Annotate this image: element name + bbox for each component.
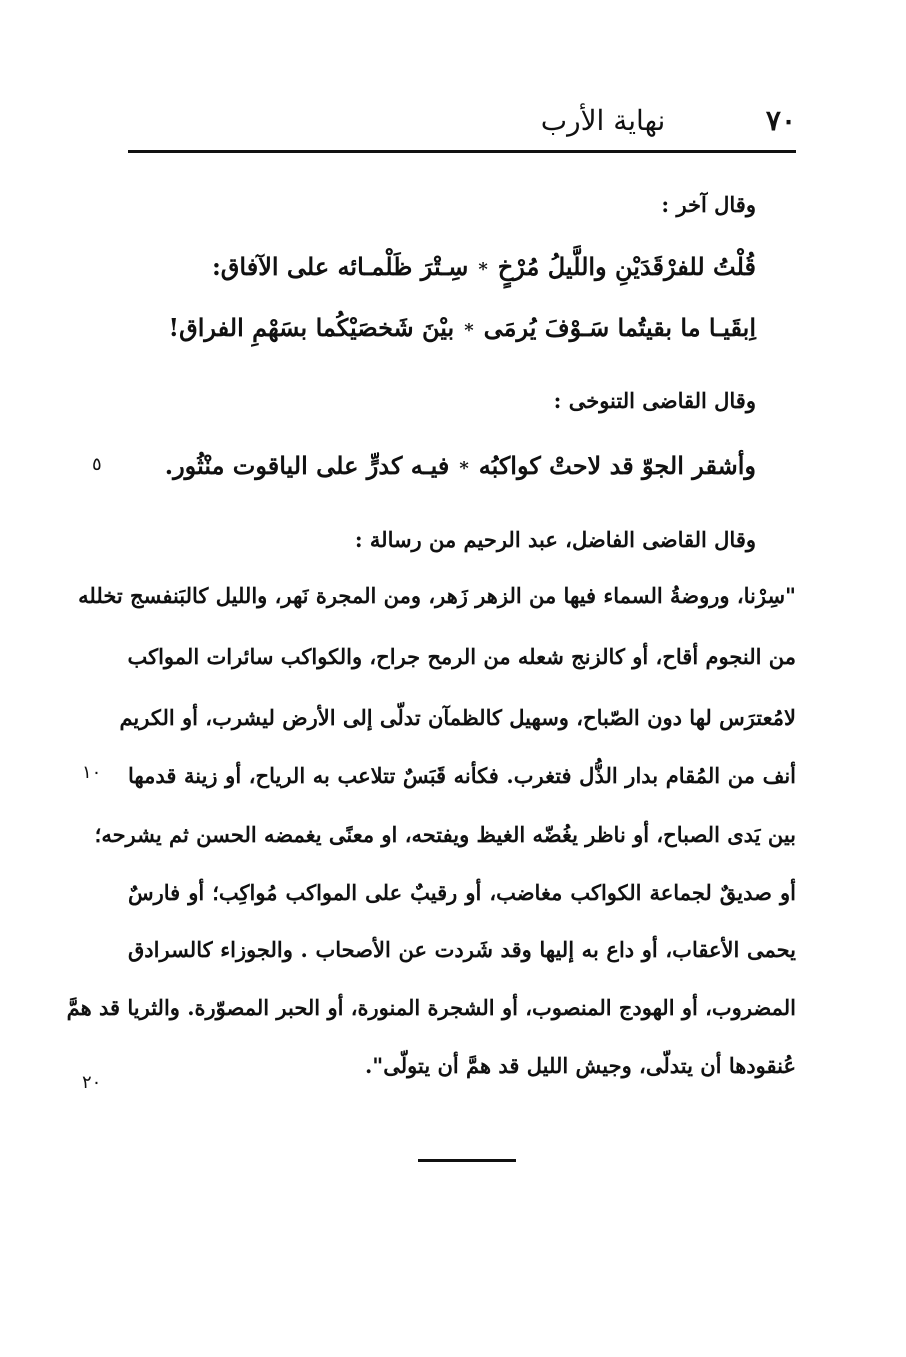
- prose-line: أنف من المُقام بدار الذُّل فتغرب. فكأنه قَبَسٌ تتلاعب به الرياح، أو زينة قدمها: [128, 763, 796, 788]
- verse-line: [169, 313, 756, 346]
- verse-separator: *: [459, 458, 469, 479]
- prose-line: "سِرْنا، وروضةُ السماء فيها من الزهر زَهر، ومن المجرة نَهر، والليل كالبَنفسج تخلله: [78, 583, 796, 608]
- verse-second-hemistich: بيْنَ شَخصَيْكُما بسَهْمِ الفراق!: [168, 313, 455, 342]
- prose-line: لامُعترَس لها دون الصّباح، وسهيل كالظمآن تدلّى إلى الأرض ليشرب، أو الكريم: [119, 705, 796, 730]
- prose-line: المضروب، أو الهودج المنصوب، أو الشجرة المنورة، أو الحبر المصوّرة. والثريا قد همَّ: [66, 995, 796, 1020]
- header-rule: [128, 150, 796, 153]
- verse-separator: *: [464, 320, 474, 341]
- section-intro: وقال القاضى التنوخى :: [553, 388, 756, 413]
- margin-line-number: ٥: [92, 454, 102, 475]
- prose-line: يحمى الأعقاب، أو داع به إليها وقد شَردت عن الأصحاب . والجوزاء كالسرادق: [128, 937, 796, 962]
- verse-first-hemistich: قُلْتُ للفرْقَدَيْنِ واللَّيلُ مُرْخٍ: [497, 252, 756, 281]
- verse-first-hemistich: وأشقر الجوّ قد لاحتْ كواكبُه: [478, 451, 756, 480]
- section-intro: وقال القاضى الفاضل، عبد الرحيم من رسالة :: [354, 527, 756, 552]
- verse-second-hemistich: فيـه كدرٍّ على الياقوت منْثُور.: [164, 451, 450, 480]
- prose-line: أو صديقٌ لجماعة الكواكب مغاضب، أو رقيبٌ على المواكب مُواكِب؛ أو فارسٌ: [128, 880, 796, 905]
- margin-line-number: ١٠: [82, 762, 102, 783]
- page-header: [128, 100, 796, 144]
- prose-line: بين يَدى الصباح، أو ناظر يغُضّه الغيظ ويفتحه، او معنًى يغمضه الحسن ثم يشرحه؛: [94, 822, 796, 847]
- prose-line: عُنقودها أن يتدلّى، وجيش الليل قد همَّ أن يتولّى".: [364, 1053, 796, 1078]
- prose-line: من النجوم أقاح، أو كالزنج شعله من الرمح جراح، والكواكب سائرات المواكب: [127, 644, 796, 669]
- section-intro: وقال آخر :: [661, 192, 756, 217]
- verse-line: [212, 252, 756, 285]
- running-title: نهاية الأرب: [540, 104, 666, 137]
- verse-line: [165, 451, 756, 484]
- verse-first-hemistich: اِبقَيـا ما بقيتُما سَـوْفَ يُرمَى: [483, 313, 756, 342]
- verse-separator: *: [478, 259, 488, 280]
- margin-line-number: ٢٠: [82, 1072, 102, 1093]
- page-number: ٧٠: [765, 104, 796, 137]
- closing-rule: [418, 1159, 516, 1162]
- verse-second-hemistich: سِـتْرَ ظَلْمـائه على الآفاق:: [211, 252, 469, 281]
